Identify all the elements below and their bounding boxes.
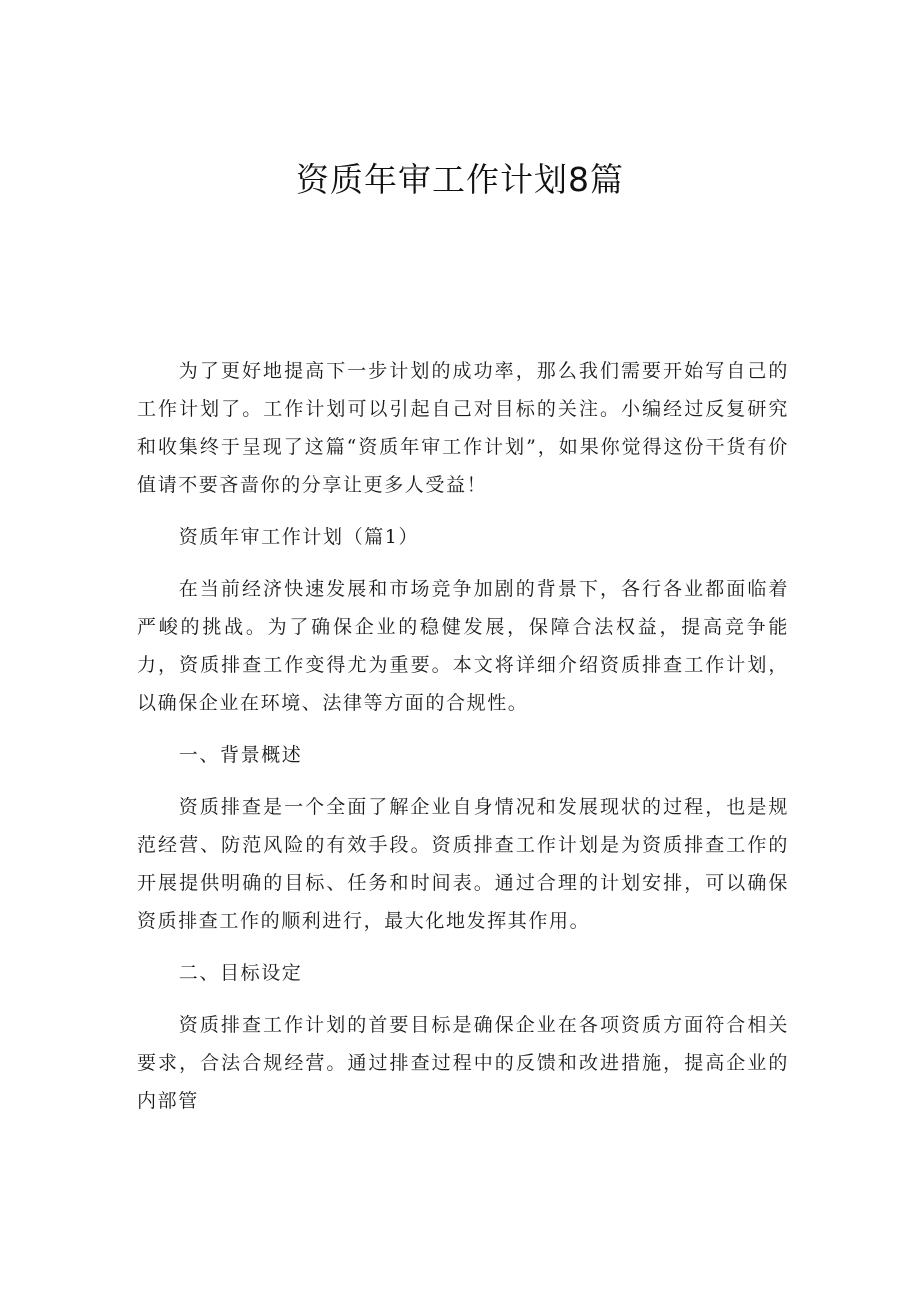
document-body	[137, 352, 789, 1134]
document-title: 资质年审工作计划8篇	[296, 160, 624, 199]
body-paragraph: 资质排查是一个全面了解企业自身情况和发展现状的过程，也是规范经营、防范风险的有效手段。资质排查工作计划是为资质排查工作的开展提供明确的目标、任务和时间表。通过合理的计划安排，可以确保资质排查工作的顺利进行，最大化地发挥其作用。	[137, 796, 789, 932]
body-paragraph: 资质排查工作计划的首要目标是确保企业在各项资质方面符合相关要求，合法合规经营。通过排查过程中的反馈和改进措施，提高企业的内部管	[137, 1014, 789, 1112]
body-paragraph: 在当前经济快速发展和市场竞争加剧的背景下，各行各业都面临着严峻的挑战。为了确保企业的稳健发展，保障合法权益，提高竞争能力，资质排查工作变得尤为重要。本文将详细介绍资质排查工作计划，以确保企业在环境、法律等方面的合规性。	[137, 578, 789, 714]
intro-paragraph: 为了更好地提高下一步计划的成功率，那么我们需要开始写自己的工作计划了。工作计划可以引起自己对目标的关注。小编经过反复研究和收集终于呈现了这篇“资质年审工作计划”，如果你觉得这份干货有价值请不要吝啬你的分享让更多人受益！	[137, 360, 789, 496]
section-heading-part1: 资质年审工作计划（篇1）	[178, 526, 420, 548]
section-heading-goals: 二、目标设定	[178, 962, 303, 984]
section-heading-background: 一、背景概述	[178, 744, 303, 766]
